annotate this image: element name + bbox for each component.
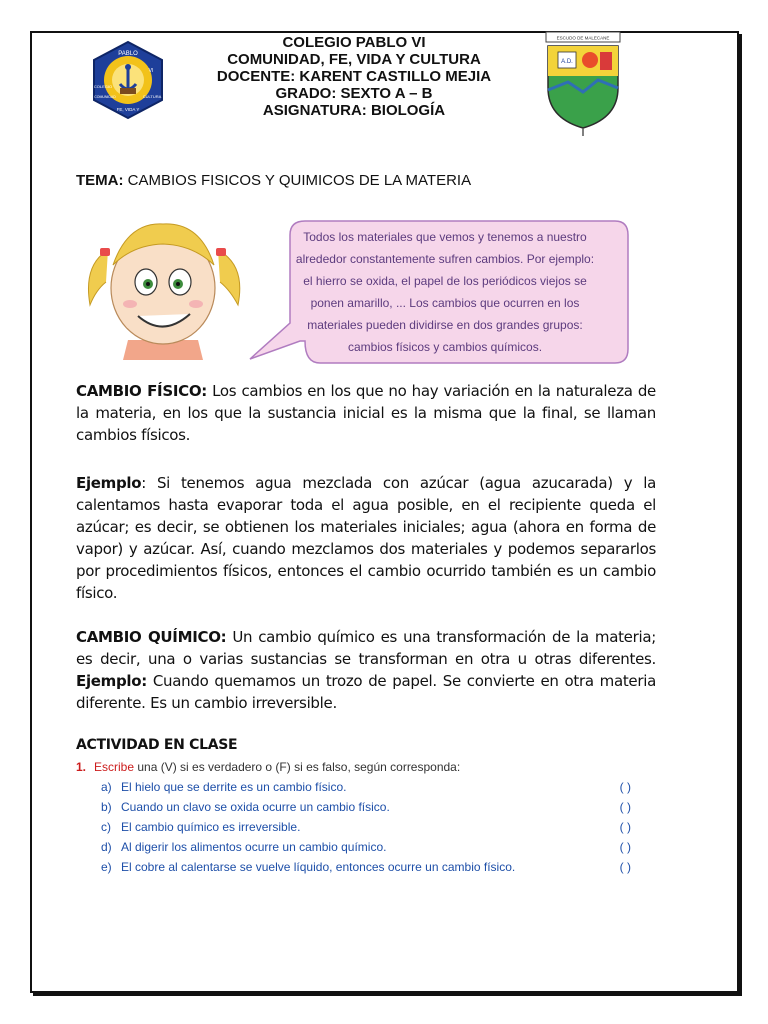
item-text: El cambio químico es irreversible.: [121, 820, 301, 834]
list-item: [101, 800, 631, 820]
item-text: Al digerir los alimentos ocurre un cambio químico.: [121, 840, 387, 854]
item-text: Cuando un clavo se oxida ocurre un cambio físico.: [121, 800, 390, 814]
instruction-verb: Escribe: [94, 760, 135, 774]
logo-left-bottom-text: FE, VIDA Y: [116, 107, 140, 112]
item-letter: a): [101, 780, 112, 794]
item-letter: d): [101, 840, 112, 854]
question-number: 1.: [76, 760, 87, 774]
physical-change-label: CAMBIO FÍSICO:: [76, 382, 207, 400]
list-item: [101, 820, 631, 840]
answer-box[interactable]: ( ): [619, 820, 631, 834]
logo-left-side-text: COLEGIO: [93, 84, 113, 89]
bubble-line: cambios físicos y cambios químicos.: [347, 340, 543, 354]
true-false-list: [101, 780, 631, 880]
grade: GRADO: SEXTO A – B: [275, 85, 433, 102]
instruction-text: una (V) si es verdadero o (F) si es falso, según corresponda:: [134, 760, 461, 774]
activity-instruction: [76, 760, 460, 774]
physical-change-paragraph: [76, 380, 656, 446]
topic-label: TEMA:: [76, 172, 124, 189]
list-item: [101, 860, 631, 880]
bubble-line: materiales pueden dividirse en dos grandes grupos:: [307, 318, 583, 332]
logo-left-right-text: VI: [148, 68, 154, 74]
teacher-name: DOCENTE: KARENT CASTILLO MEJIA: [216, 68, 492, 85]
list-item: [101, 780, 631, 800]
physical-example-paragraph: [76, 472, 656, 604]
topic-line: [76, 172, 471, 189]
bubble-line: ponen amarillo, ... Los cambios que ocurren en los: [310, 296, 580, 310]
answer-box[interactable]: ( ): [619, 860, 631, 874]
item-letter: b): [101, 800, 112, 814]
chemical-change-text: Un cambio químico es una transformación de la materia; es decir, una o varias sustancias se transforman en otra u otras diferentes.: [76, 628, 656, 668]
physical-change-text: Los cambios en los que no hay variación en la naturaleza de la materia, en los que la sustancia inicial es la misma que la final, se llaman cambios físicos.: [76, 382, 656, 444]
item-letter: c): [101, 820, 111, 834]
topic-text: CAMBIOS FISICOS Y QUIMICOS DE LA MATERIA: [127, 172, 472, 189]
answer-box[interactable]: ( ): [619, 780, 631, 794]
item-text: El hielo que se derrite es un cambio físico.: [121, 780, 347, 794]
speech-bubble-text: [270, 226, 620, 358]
answer-box[interactable]: ( ): [619, 800, 631, 814]
chemical-change-label: CAMBIO QUÍMICO:: [76, 628, 227, 646]
chemical-example-text: Cuando quemamos un trozo de papel. Se convierte en otra materia diferente. Es un cambio irreversible.: [76, 672, 656, 712]
logo-left-left-text: COMUNIDAD: [94, 95, 116, 99]
bubble-line: alrededor constantemente sufren cambios. Por ejemplo:: [295, 252, 595, 266]
school-motto: COMUNIDAD, FE, VIDA Y CULTURA: [227, 51, 481, 68]
school-crest-right: [538, 28, 628, 138]
document-header: [140, 34, 568, 119]
chemical-change-paragraph: [76, 626, 656, 714]
list-item: [101, 840, 631, 860]
subject: ASIGNATURA: BIOLOGÍA: [262, 102, 446, 119]
example-text: : Si tenemos agua mezclada con azúcar (agua azucarada) y la calentamos hasta evaporar toda el agua posible, en el recipiente queda el azúcar; es decir, se obtienen los materiales iniciales; agua (ahora en forma de vapor) y azúcar. Así, cuando mezclamos dos materiales y podemos separarlos por procedimientos físicos, entonces el cambio ocurrido también es un cambio físico.: [76, 474, 656, 602]
chemical-example-label: Ejemplo:: [76, 672, 147, 690]
crest-letters: A.D.: [561, 59, 573, 65]
logo-left-top-text: PABLO: [118, 51, 138, 57]
item-letter: e): [101, 860, 112, 874]
answer-box[interactable]: ( ): [619, 840, 631, 854]
crest-ribbon-text: ESCUDO DE MALECANE: [556, 35, 610, 41]
bubble-line: el hierro se oxida, el papel de los periódicos viejos se: [303, 274, 587, 288]
activity-title: ACTIVIDAD EN CLASE: [76, 737, 238, 753]
bubble-line: Todos los materiales que vemos y tenemos a nuestro: [303, 230, 587, 244]
logo-left-bottom-text-2: CULTURA: [142, 94, 162, 99]
school-name: COLEGIO PABLO VI: [282, 34, 426, 51]
example-label: Ejemplo: [76, 474, 142, 492]
item-text: El cobre al calentarse se vuelve líquido, entonces ocurre un cambio físico.: [121, 860, 516, 874]
